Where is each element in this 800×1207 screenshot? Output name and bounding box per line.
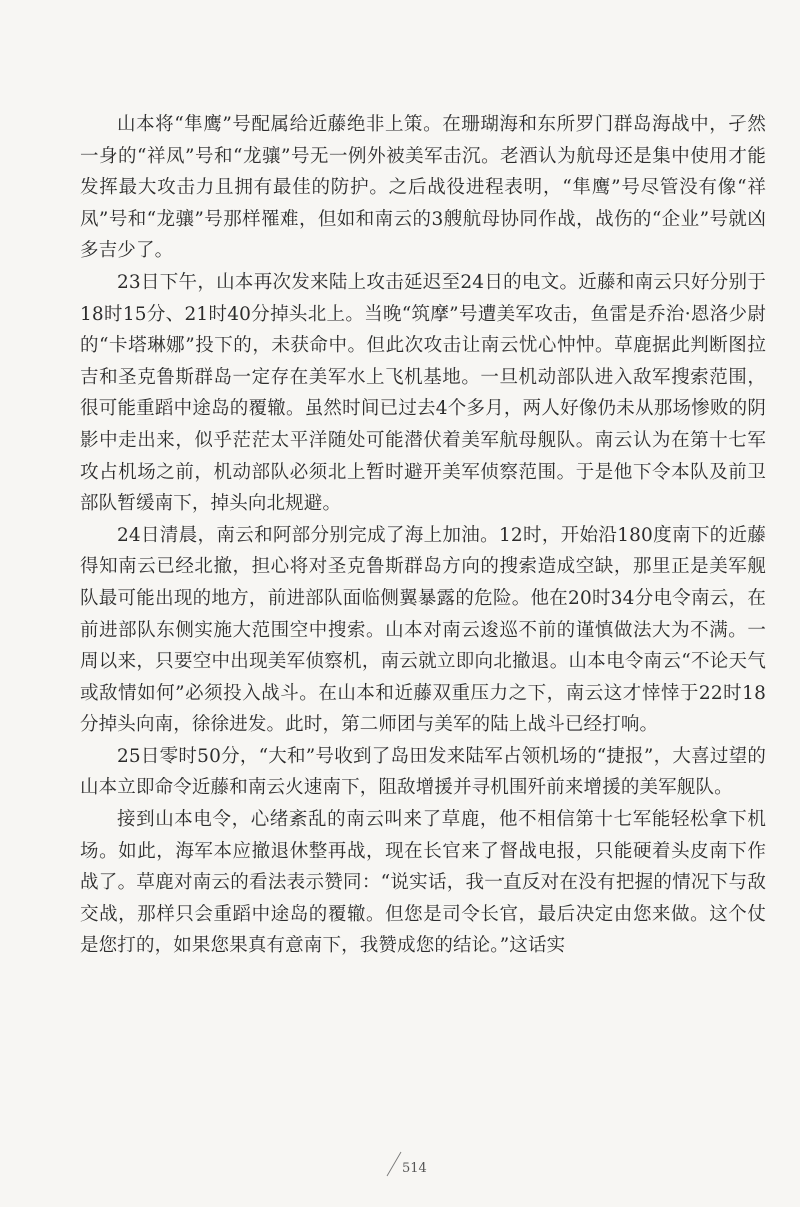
text-body — [80, 109, 766, 962]
paragraph-5: 接到山本电令，心绪紊乱的南云叫来了草鹿，他不相信第十七军能轻松拿下机场。如此，海军本应撤退休整再战，现在长官来了督战电报，只能硬着头皮南下作战了。草鹿对南云的看法表示赞同：“说实话，我一直反对在没有把握的情况下与敌交战，那样只会重蹈中途岛的覆辙。但您是司令长官，最后决定由您来做。这个仗是您打的，如果您果真有意南下，我赞成您的结论。”这话实 — [80, 809, 766, 957]
page-number: 514 — [402, 1161, 427, 1176]
paragraph-3: 24日清晨，南云和阿部分别完成了海上加油。12时，开始沿180度南下的近藤得知南云已经北撤，担心将对圣克鲁斯群岛方向的搜索造成空缺，那里正是美军舰队最可能出现的地方，前进部队面临侧翼暴露的危险。他在20时34分电令南云，在前进部队东侧实施大范围空中搜索。山本对南云逡巡不前的谨慎做法大为不满。一周以来，只要空中出现美军侦察机，南云就立即向北撤退。山本电令南云“不论天气或敌情如何”必须投入战斗。在山本和近藤双重压力之下，南云这才悻悻于22时18分掉头向南，徐徐进发。此时，第二师团与美军的陆上战斗已经打响。 — [80, 524, 766, 736]
page-number-slash-icon — [384, 1150, 404, 1178]
paragraph-1: 山本将“隼鹰”号配属给近藤绝非上策。在珊瑚海和东所罗门群岛海战中，孑然一身的“祥凤”号和“龙骧”号无一例外被美军击沉。老酒认为航母还是集中使用才能发挥最大攻击力且拥有最佳的防护。之后战役进程表明，“隼鹰”号尽管没有像“祥凤”号和“龙骧”号那样罹难，但如和南云的3艘航母协同作战，战伤的“企业”号就凶多吉少了。 — [80, 114, 766, 262]
paragraph-4: 25日零时50分，“大和”号收到了岛田发来陆军占领机场的“捷报”，大喜过望的山本立即命令近藤和南云火速南下，阻敌增援并寻机围歼前来增援的美军舰队。 — [80, 745, 766, 799]
paragraph-2: 23日下午，山本再次发来陆上攻击延迟至24日的电文。近藤和南云只好分别于18时15分、21时40分掉头北上。当晚“筑摩”号遭美军攻击，鱼雷是乔治·恩洛少尉的“卡塔琳娜”投下的，未获命中。但此次攻击让南云忧心忡忡。草鹿据此判断图拉吉和圣克鲁斯群岛一定存在美军水上飞机基地。一旦机动部队进入敌军搜索范围，很可能重蹈中途岛的覆辙。虽然时间已过去4个多月，两人好像仍未从那场惨败的阴影中走出来，似乎茫茫太平洋随处可能潜伏着美军航母舰队。南云认为在第十七军攻占机场之前，机动部队必须北上暂时避开美军侦察范围。于是他下令本队及前卫部队暂缓南下，掉头向北规避。 — [80, 271, 766, 515]
